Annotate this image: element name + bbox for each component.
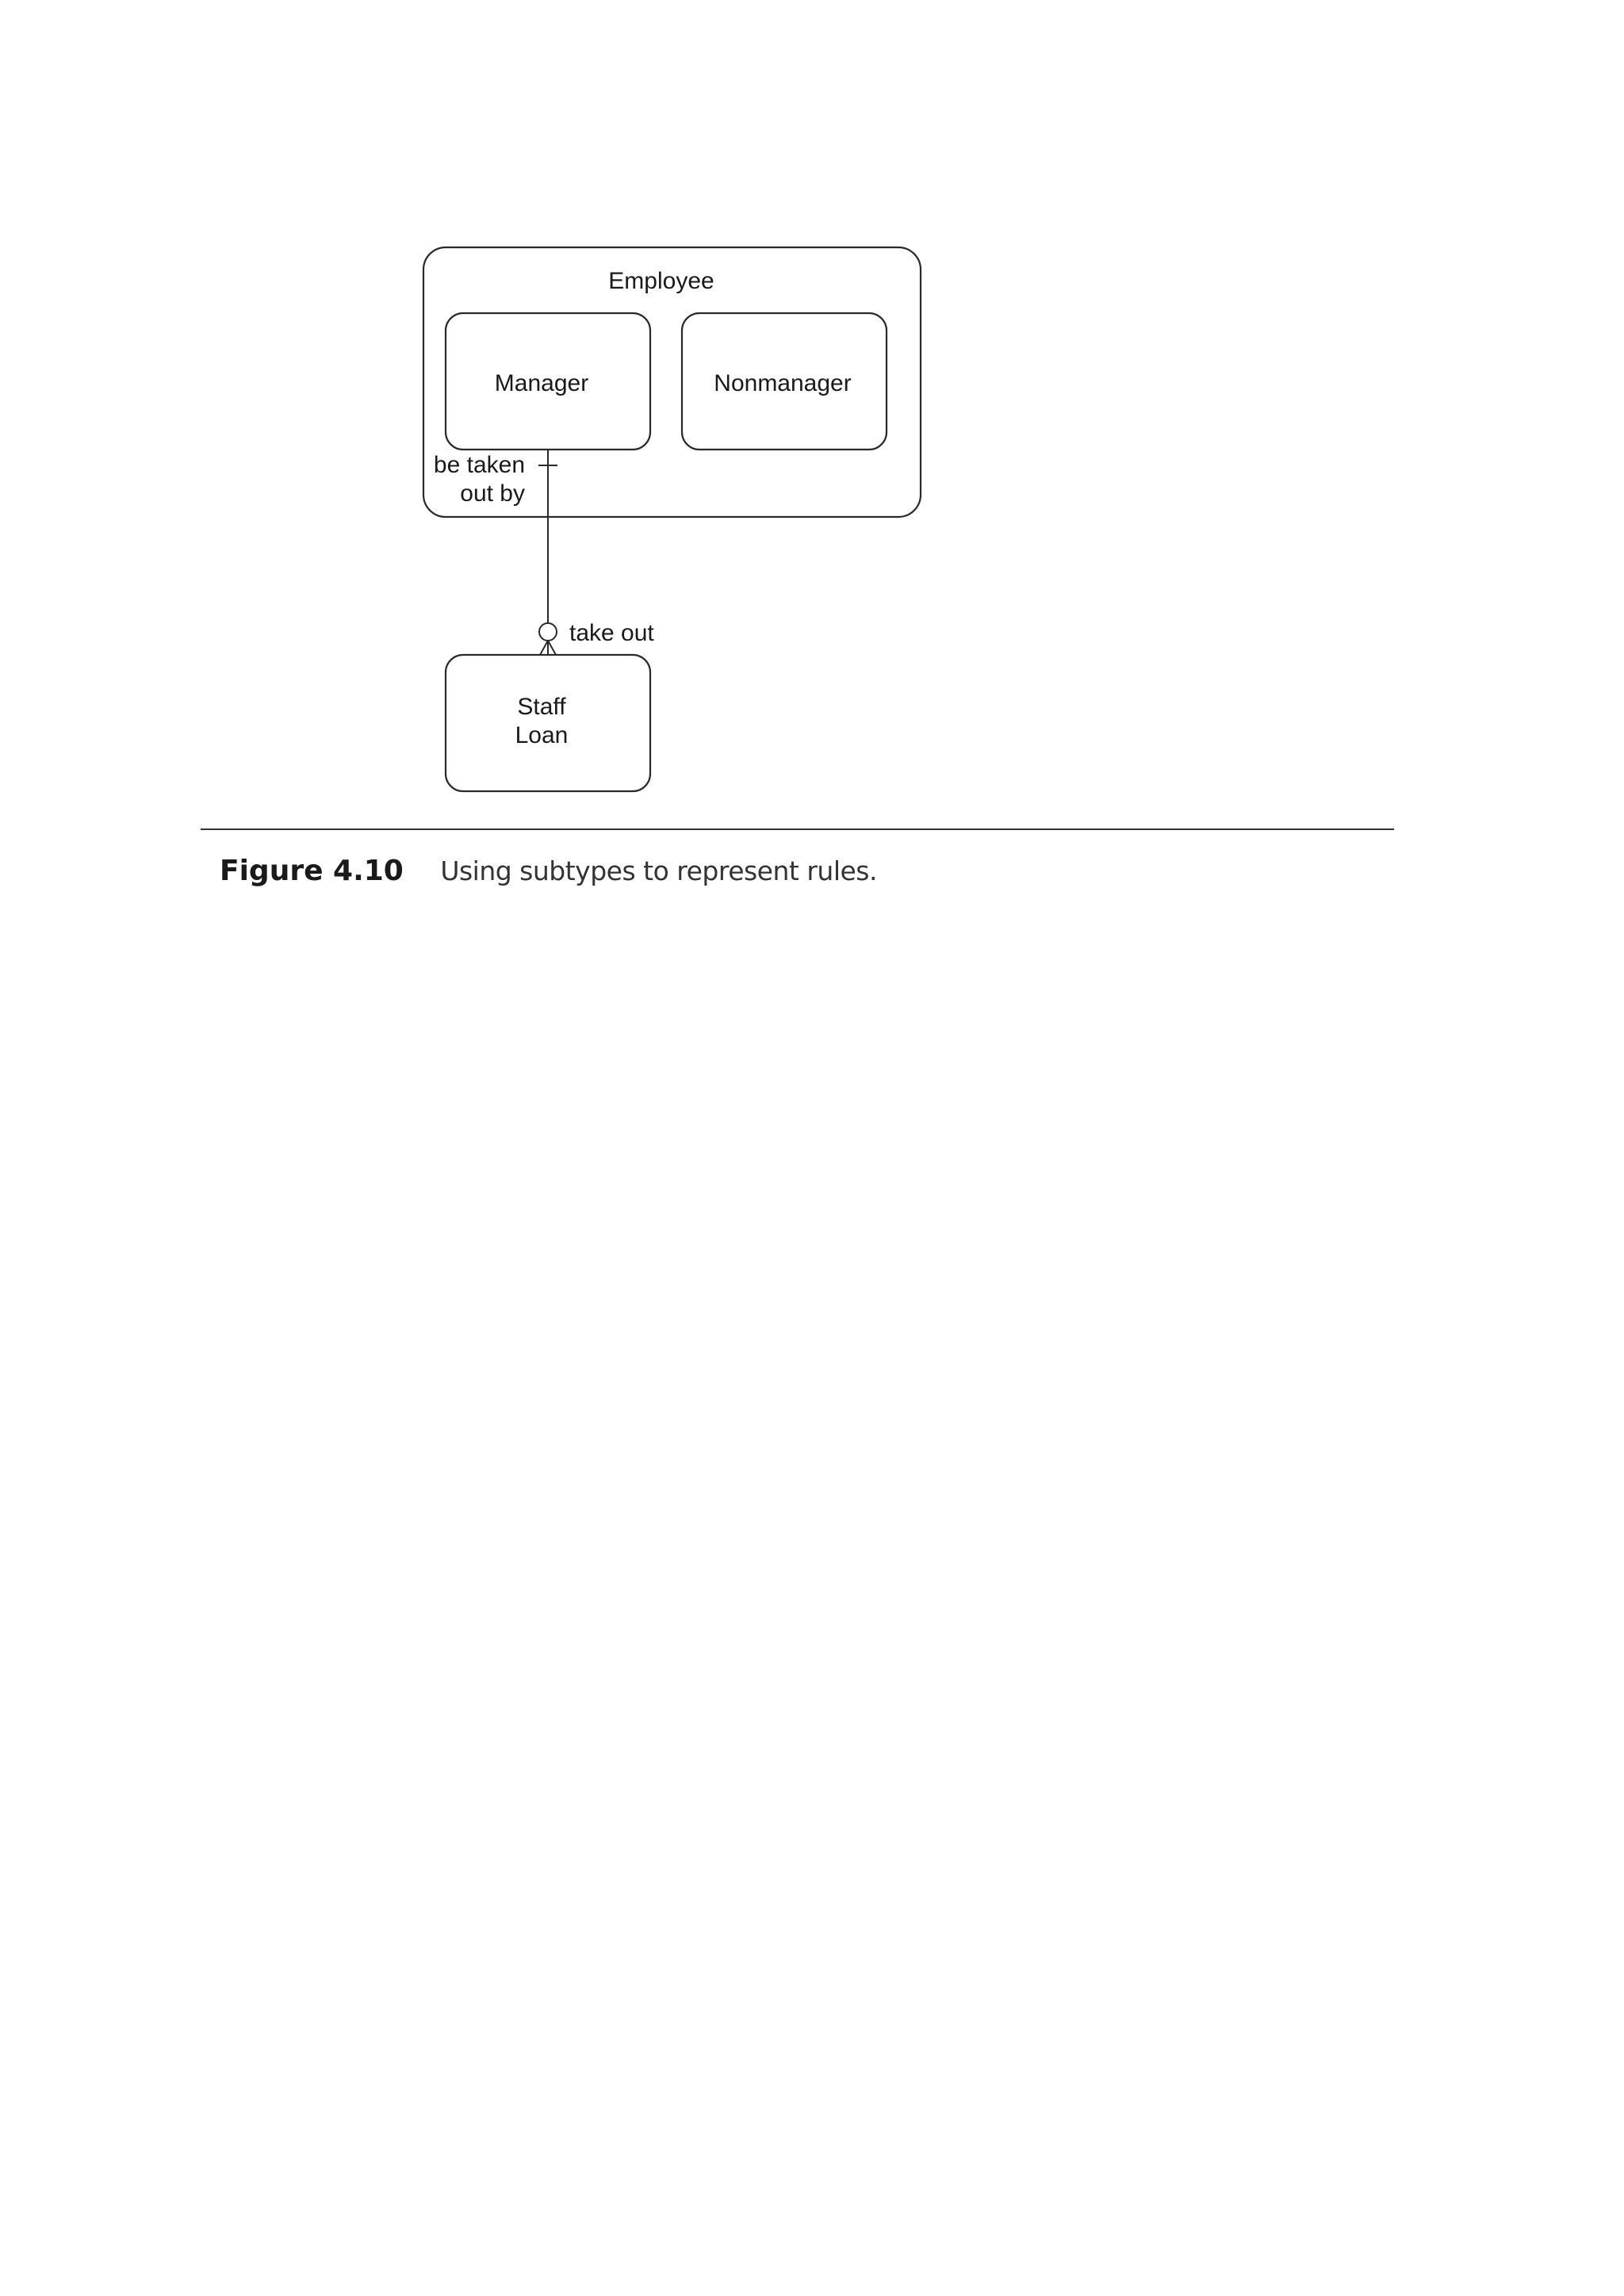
staff-loan-label-line1: Staff xyxy=(517,694,566,720)
relationship-label-upper-line1: be taken xyxy=(433,452,525,478)
zero-circle-marker xyxy=(539,623,557,641)
figure-number: Figure 4.10 xyxy=(220,855,404,887)
relationship-label-upper-line2: out by xyxy=(460,480,525,507)
employee-label: Employee xyxy=(608,268,714,294)
relationship-label-lower: take out xyxy=(569,620,654,646)
crows-foot-marker xyxy=(540,641,556,655)
er-diagram xyxy=(0,0,1624,951)
figure-caption-text: Using subtypes to represent rules. xyxy=(440,855,877,886)
staff-loan-label-line2: Loan xyxy=(515,722,569,748)
nonmanager-label: Nonmanager xyxy=(714,370,852,396)
caption-divider xyxy=(201,828,1394,830)
figure-caption xyxy=(220,851,877,891)
manager-label: Manager xyxy=(494,370,589,396)
